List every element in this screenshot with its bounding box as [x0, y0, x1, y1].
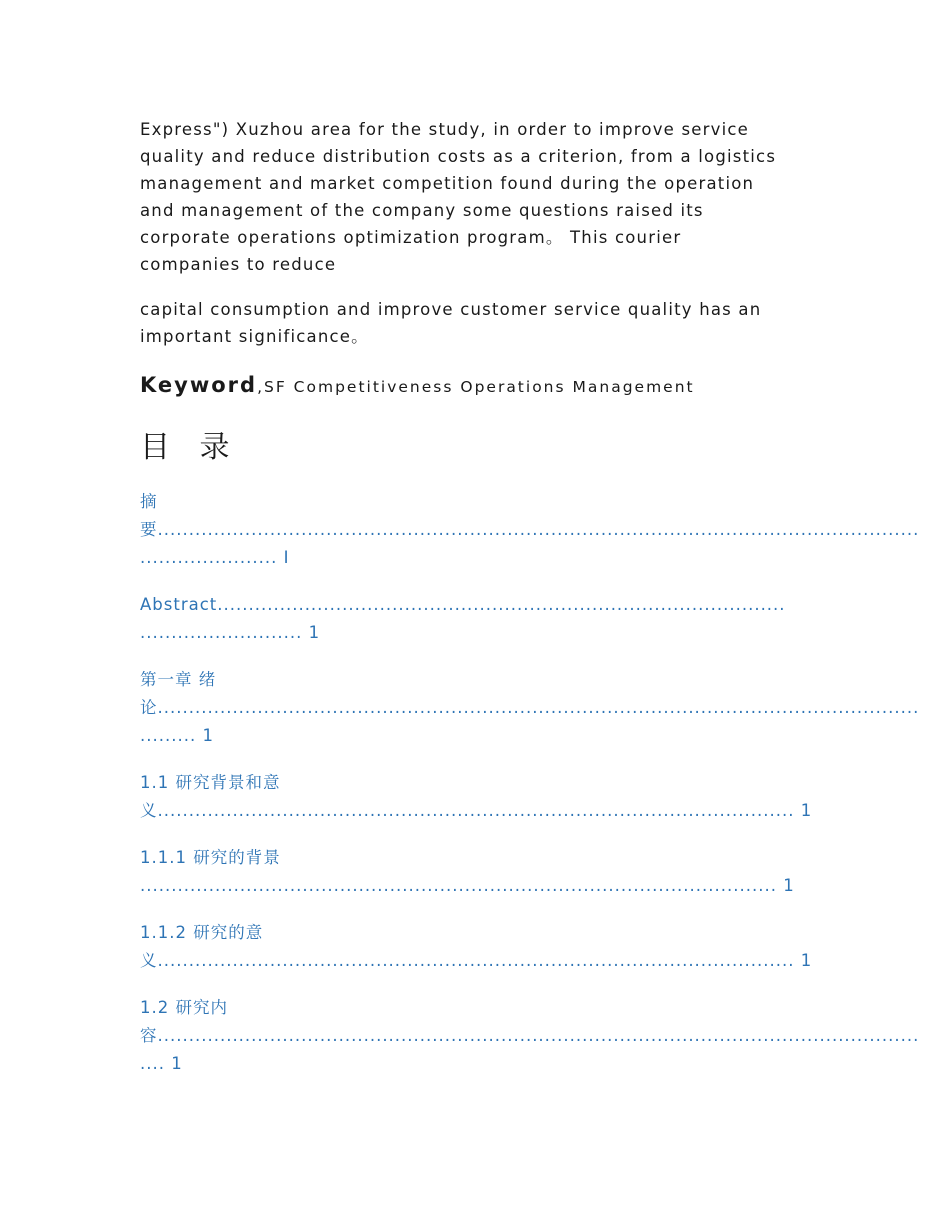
toc-line: ...................................................................................................... 1	[140, 876, 795, 895]
toc-line: 1.1.2 研究的意	[140, 923, 264, 942]
toc-line: .......................... 1	[140, 623, 321, 642]
keyword-text: ,SF Competitiveness Operations Management	[257, 378, 695, 396]
text-line: companies to reduce	[140, 255, 337, 274]
toc-entry-1-2[interactable]	[140, 994, 920, 1078]
keyword-label: Keyword	[140, 373, 258, 397]
text-line: quality and reduce distribution costs as a criterion, from a logistics	[140, 147, 777, 166]
toc-line: 1.1 研究背景和意	[140, 773, 281, 792]
toc-line: 要..........................................................................................................................	[140, 520, 920, 539]
text-line: and management of the company some questions raised its	[140, 201, 704, 220]
toc-line: 义...................................................................................................... 1	[140, 801, 813, 820]
text-line: management and market competition found during the operation	[140, 174, 755, 193]
toc-line: 摘	[140, 492, 158, 511]
toc-line: Abstract...........................................................................................	[140, 595, 786, 614]
toc-entry-1-1[interactable]	[140, 769, 813, 825]
toc-entry-chapter-1[interactable]	[140, 666, 920, 750]
toc-line: 1.1.1 研究的背景	[140, 848, 281, 867]
text-line: corporate operations optimization program。 This courier	[140, 228, 682, 247]
text-line: important significance。	[140, 327, 369, 346]
toc-entry-1-1-2[interactable]	[140, 919, 813, 975]
toc-line: .... 1	[140, 1054, 183, 1073]
toc-line: 容..........................................................................................................................	[140, 1026, 920, 1045]
abstract-paragraph-2	[140, 296, 810, 350]
keyword-line	[140, 370, 810, 402]
text-line: Express") Xuzhou area for the study, in order to improve service	[140, 120, 749, 139]
toc-line: 1.2 研究内	[140, 998, 228, 1017]
toc-line: 第一章 绪	[140, 670, 217, 689]
toc-entry-abstract-cn[interactable]	[140, 488, 920, 572]
toc-entry-abstract-en[interactable]	[140, 591, 810, 647]
table-of-contents	[140, 488, 920, 1078]
text-line: capital consumption and improve customer service quality has an	[140, 300, 762, 319]
toc-title: 目 录	[140, 430, 240, 465]
toc-line: 义...................................................................................................... 1	[140, 951, 813, 970]
toc-line: 论..........................................................................................................................	[140, 698, 920, 717]
toc-line: ......... 1	[140, 726, 214, 745]
abstract-paragraph-1	[140, 116, 810, 278]
document-page	[140, 116, 920, 1097]
toc-line: ...................... I	[140, 548, 290, 567]
toc-entry-1-1-1[interactable]	[140, 844, 810, 900]
